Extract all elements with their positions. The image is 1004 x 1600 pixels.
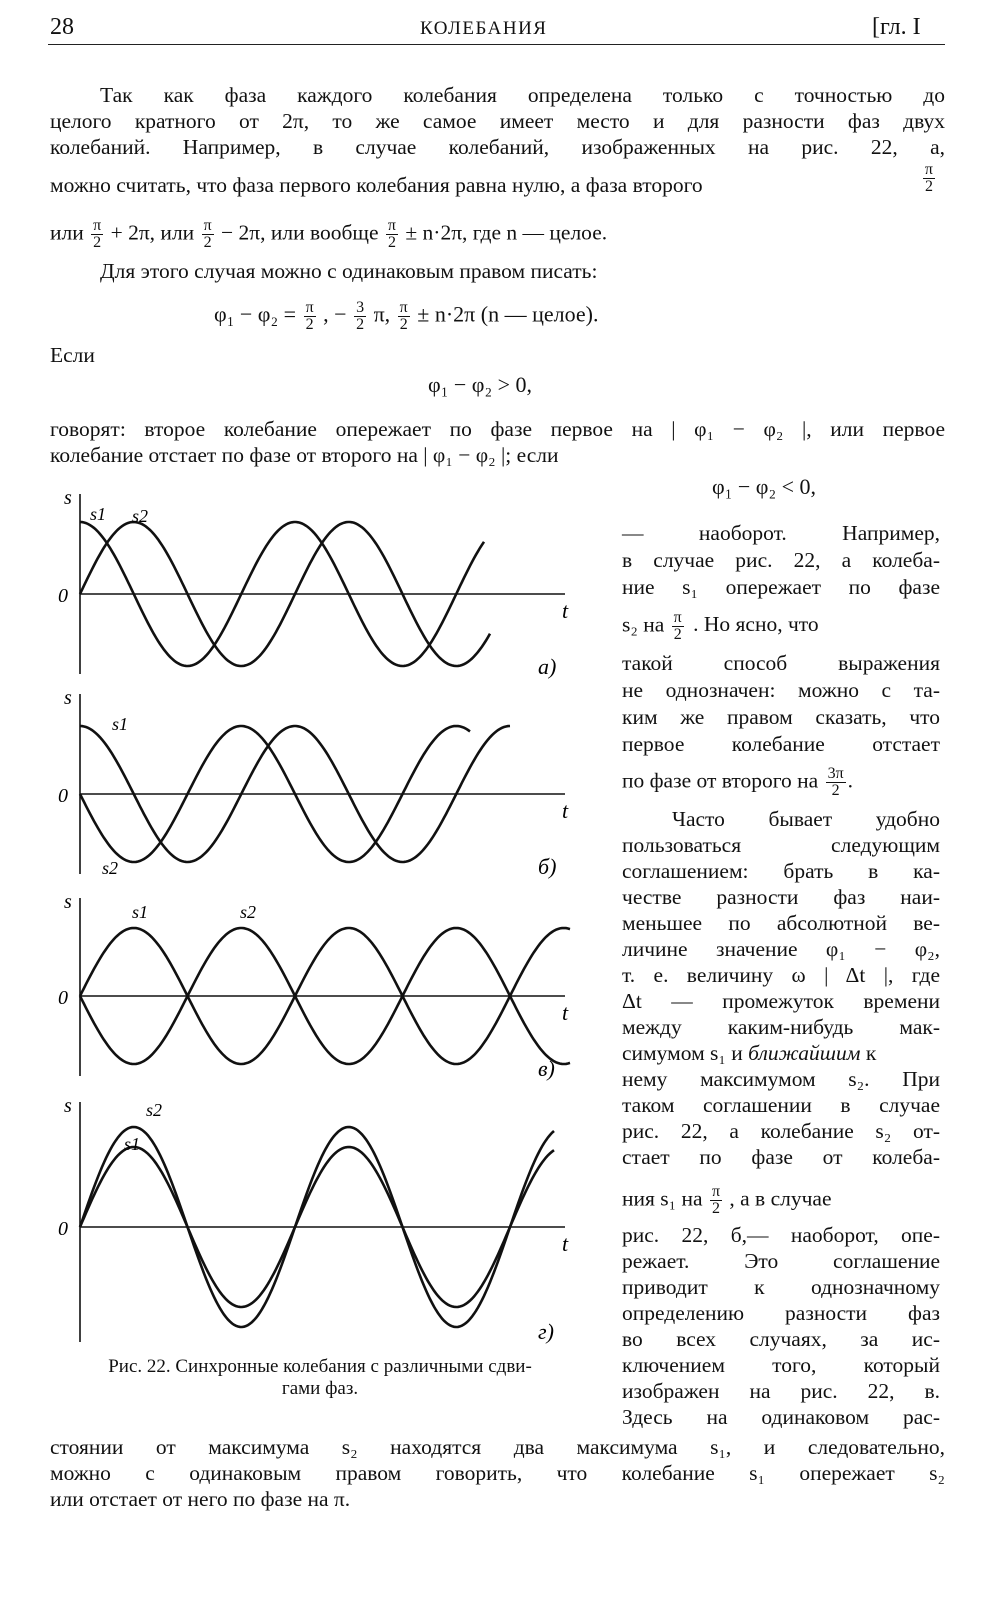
s2-label: s2 (240, 902, 257, 922)
fraction-pi-over-2 (672, 610, 684, 643)
frac-den: 2 (831, 782, 840, 799)
rc-line: в случае рис. 22, а колеба- (622, 548, 940, 572)
rc-line: определению разности фаз (622, 1301, 940, 1325)
rc-line: рис. 22, б,— наоборот, опе- (622, 1223, 940, 1247)
panel-label: г) (538, 1319, 554, 1344)
s2-label: s2 (102, 858, 119, 878)
figure-caption-line1: Рис. 22. Синхронные колебания с различными сдви- (108, 1356, 532, 1377)
rc-line: Часто бывает удобно (672, 807, 940, 831)
frac-num: 3 (356, 299, 365, 316)
frac-den: 2 (387, 234, 396, 251)
frac-den: 2 (399, 316, 408, 333)
fraction-pi-over-2 (91, 218, 103, 251)
origin-label: 0 (58, 785, 68, 807)
l5d: ± n·2π, где n — целое. (405, 220, 608, 245)
rc-line: ким же правом сказать, что (622, 705, 940, 729)
s1-label: s1 (124, 1134, 141, 1154)
formula-positive: φ₁ − φ₂ > 0, (428, 372, 533, 397)
figure-labels (58, 487, 569, 1344)
frac-num: π (399, 299, 408, 316)
frac-num: π (711, 1183, 721, 1200)
rc-text: . Но ясно, что (693, 612, 819, 637)
s2-label: s2 (146, 1100, 163, 1120)
rc-line: рис. 22, а колебание s₂ от- (622, 1119, 940, 1143)
para1-line1: Так как фаза каждого колебания определена только с точностью до (100, 83, 945, 107)
rc-line: Здесь на одинаковом рас- (622, 1405, 940, 1429)
rc-line: соглашением: брать в ка- (622, 859, 940, 883)
l5c: − 2π, или вообще (221, 220, 379, 245)
rc-line: по фазе от второго на $\frac{3\pi}{2}$ . (622, 765, 854, 799)
fraction-pi-over-2 (386, 218, 398, 251)
running-title: КОЛЕБАНИЯ (420, 18, 548, 39)
rc-line: личине значение φ₁ − φ₂, (622, 937, 940, 961)
rc-line: — наоборот. Например, (622, 521, 940, 545)
s2-label: s2 (132, 506, 149, 526)
frac-den: 2 (203, 234, 212, 251)
bottom-line2: можно с одинаковым правом говорить, что колебание s₁ опережает s₂ (50, 1461, 945, 1485)
s1-label: s1 (112, 714, 129, 734)
rc-line: не однозначен: можно с та- (622, 678, 940, 702)
f1-p1: , − (323, 301, 347, 327)
axis-label-s: s (64, 687, 72, 709)
para1-line4-text: можно считать, что фаза первого колебания равна нулю, а фаза второго (50, 173, 703, 197)
para1-line5 (50, 218, 607, 251)
figure-caption-line2: гами фаз. (281, 1378, 359, 1399)
rc-text: к (865, 1041, 877, 1065)
rc-line: первое колебание отстает (622, 732, 940, 756)
axis-label-t: t (562, 1231, 569, 1256)
f1-p3: ± n·2π (n — целое). (417, 301, 599, 327)
panel-label: б) (538, 854, 557, 879)
frac-num: π (924, 161, 933, 178)
panel-label: в) (538, 1056, 555, 1081)
axis-label-s: s (64, 891, 72, 913)
rc-line: изображен на рис. 22, в. (622, 1379, 940, 1403)
header-rule (48, 44, 945, 45)
rc-text-italic: ближайшим (748, 1041, 861, 1065)
rc-line: т. е. величину ω | Δt |, где (622, 963, 940, 987)
rc-line: ключением того, который (622, 1353, 940, 1377)
axis-label-t: t (562, 798, 569, 823)
figure-curves (80, 494, 570, 1342)
axis-label-s: s (64, 1095, 72, 1117)
axis-label-s: s (64, 487, 72, 509)
fraction-3pi-over-2 (826, 766, 846, 799)
chapter-marker: [гл. I (872, 14, 921, 40)
rc-line: пользоваться следующим (622, 833, 940, 857)
fraction-pi-over-2 (923, 162, 935, 195)
frac-den: 2 (356, 316, 365, 333)
figure-22 (40, 482, 600, 1352)
para3-line1: говорят: второе колебание опережает по фазе первое на | φ₁ − φ₂ |, или первое (50, 417, 945, 441)
fraction-pi-over-2 (202, 218, 214, 251)
formula-phase-difference (214, 300, 598, 333)
bottom-line3: или отстает от него по фазе на π. (50, 1487, 351, 1511)
frac-num: π (305, 299, 314, 316)
rc-line: между каким-нибудь мак- (622, 1015, 940, 1039)
rc-text: по фазе от второго на (622, 768, 819, 793)
origin-label: 0 (58, 1218, 68, 1240)
rc-line: такой способ выражения (622, 651, 940, 675)
frac-num: π (673, 609, 682, 626)
rc-line: меньшее по абсолютной ве- (622, 911, 940, 935)
rc-line: во всех случаях, за ис- (622, 1327, 940, 1351)
panel-label: а) (538, 654, 557, 679)
rc-line: честве разности фаз наи- (622, 885, 940, 909)
rc-line (622, 610, 940, 643)
rc-text: s₂ на (622, 612, 665, 637)
fraction-pi-over-2 (398, 300, 410, 333)
rc-text: , а в случае (729, 1186, 832, 1211)
frac-num: π (387, 217, 396, 234)
rc-line: нему максимумом s₂. При (622, 1067, 940, 1091)
frac-num: π (93, 217, 102, 234)
esli: Если (50, 343, 95, 367)
rc-text: ния s₁ на (622, 1186, 703, 1211)
frac-den: 2 (93, 234, 102, 251)
rc-line (622, 1184, 940, 1217)
rc-line: таком соглашении в случае (622, 1093, 940, 1117)
origin-label: 0 (58, 987, 68, 1009)
frac-den: 2 (711, 1200, 720, 1217)
fraction-pi-over-2 (304, 300, 316, 333)
f1-p2: π, (373, 301, 391, 327)
rc-line: Δt — промежуток времени (622, 989, 940, 1013)
origin-label: 0 (58, 585, 68, 607)
axis-label-t: t (562, 1000, 569, 1025)
frac-num: π (203, 217, 212, 234)
frac-den: 2 (924, 178, 933, 195)
para2-line1: Для этого случая можно с одинаковым правом писать: (100, 259, 598, 283)
s1-label: s1 (90, 504, 107, 524)
page-number: 28 (50, 14, 74, 40)
frac-num: 3π (827, 765, 844, 782)
para1-line4 (50, 161, 945, 198)
formula-negative: φ₁ − φ₂ < 0, (712, 474, 817, 499)
fraction-pi-over-2 (710, 1184, 722, 1217)
axis-label-t: t (562, 598, 569, 623)
para1-line3: колебаний. Например, в случае колебаний, изображенных на рис. 22, а, (50, 135, 945, 159)
l5b: + 2π, или (110, 220, 195, 245)
bottom-line1: стоянии от максимума s₂ находятся два максимума s₁, и следовательно, (50, 1435, 945, 1459)
fraction-3-over-2 (354, 300, 366, 333)
rc-line: стает по фазе от колеба- (622, 1145, 940, 1169)
para1-line2: целого кратного от 2π, то же самое имеет место и для разности фаз двух (50, 109, 945, 133)
para3-line2: колебание отстает по фазе от второго на | φ₁ − φ₂ |; если (50, 443, 559, 467)
rc-text: симумом s₁ и (622, 1041, 743, 1065)
s1-label: s1 (132, 902, 149, 922)
rc-line: приводит к однозначному (622, 1275, 940, 1299)
frac-den: 2 (673, 626, 682, 643)
l5a: или (50, 220, 84, 245)
rc-line: режает. Это соглашение (622, 1249, 940, 1273)
rc-line (622, 1040, 940, 1066)
rc-line: ние s₁ опережает по фазе (622, 575, 940, 599)
f1-lhs: φ₁ − φ₂ = (214, 301, 297, 327)
frac-den: 2 (305, 316, 314, 333)
